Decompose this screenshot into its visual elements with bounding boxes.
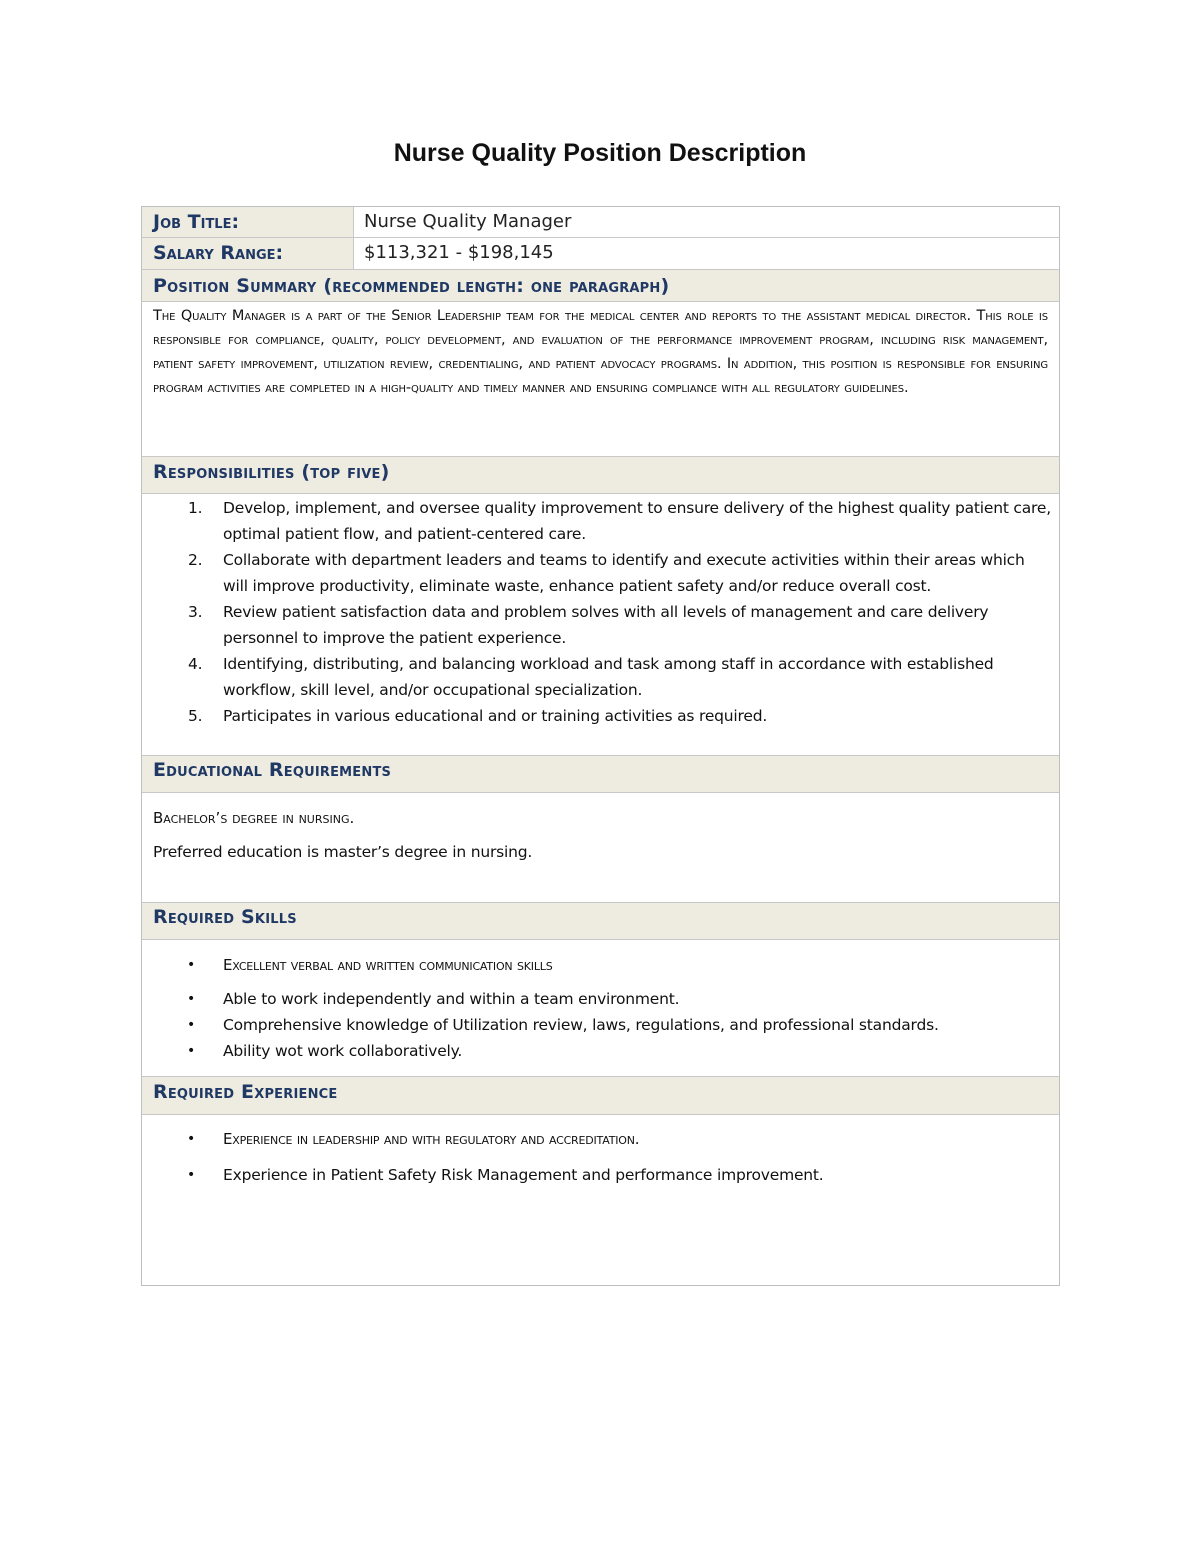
skills-section [142,940,1059,1077]
position-summary-text: The Quality Manager is a part of the Senior Leadership team for the medical center and reports to the assistant medical director. This role is responsible for compliance, quality, policy development, and evaluation of the performance improvement program, including risk management, patient safety improvement, utilization review, credentialing, and patient advocacy programs. In addition, this position is responsible for ensuring program activities are completed in a high-quality and timely manner and ensuring compliance with all regulatory guidelines. [142,302,1059,457]
list-item: 5. Participates in various educational and or training activities as required. [188,707,768,725]
bullet-icon: • [187,1043,196,1059]
responsibilities-header: Responsibilities (top five) [142,457,1059,494]
experience-list [142,1126,1059,1188]
position-summary-header: Position Summary (recommended length: one paragraph) [142,270,1059,302]
list-item: 2. Collaborate with department leaders and teams to identify and execute activities within their areas which will improve productivity, eliminate waste, enhance patient safety and/or reduce overall cost. [188,551,1025,595]
list-item: • Ability wot work collaboratively. [142,1038,1059,1064]
list-item: • Experience in leadership and with regulatory and accreditation. [142,1126,1059,1152]
skills-header: Required Skills [142,903,1059,940]
salary-range-value: $113,321 - $198,145 [364,242,554,263]
bullet-icon: • [187,1017,196,1033]
education-section [142,793,1059,903]
job-title-row [142,207,1059,238]
bullet-icon: • [187,991,196,1007]
list-item: • Excellent verbal and written communication skills [142,952,1059,978]
list-item: • Able to work independently and within a team environment. [142,986,1059,1012]
education-header: Educational Requirements [142,756,1059,793]
experience-section [142,1115,1059,1285]
position-table [141,206,1060,1286]
list-item: 1. Develop, implement, and oversee quality improvement to ensure delivery of the highest quality patient care, optimal patient flow, and patient-centered care. [188,499,1051,543]
education-preferred: Preferred education is master’s degree in nursing. [153,843,533,861]
job-title-label: Job Title: [142,207,354,237]
experience-header: Required Experience [142,1077,1059,1115]
list-item: 4. Identifying, distributing, and balancing workload and task among staff in accordance with established workflow, skill level, and/or occupational specialization. [188,655,994,699]
responsibilities-list [142,495,1059,729]
skills-list [142,952,1059,1064]
education-degree: Bachelor’s degree in nursing. [153,809,355,827]
job-title-value: Nurse Quality Manager [364,211,572,232]
list-item: 3. Review patient satisfaction data and problem solves with all levels of management and care delivery personnel to improve the patient experience. [188,603,989,647]
bullet-icon: • [187,1131,196,1147]
list-item: • Comprehensive knowledge of Utilization review, laws, regulations, and professional standards. [142,1012,1059,1038]
bullet-icon: • [187,957,196,973]
salary-range-row [142,238,1059,270]
salary-range-label: Salary Range: [142,238,354,269]
list-item: • Experience in Patient Safety Risk Management and performance improvement. [142,1162,1059,1188]
document-title: Nurse Quality Position Description [393,139,807,167]
bullet-icon: • [187,1167,196,1183]
responsibilities-section [142,494,1059,756]
